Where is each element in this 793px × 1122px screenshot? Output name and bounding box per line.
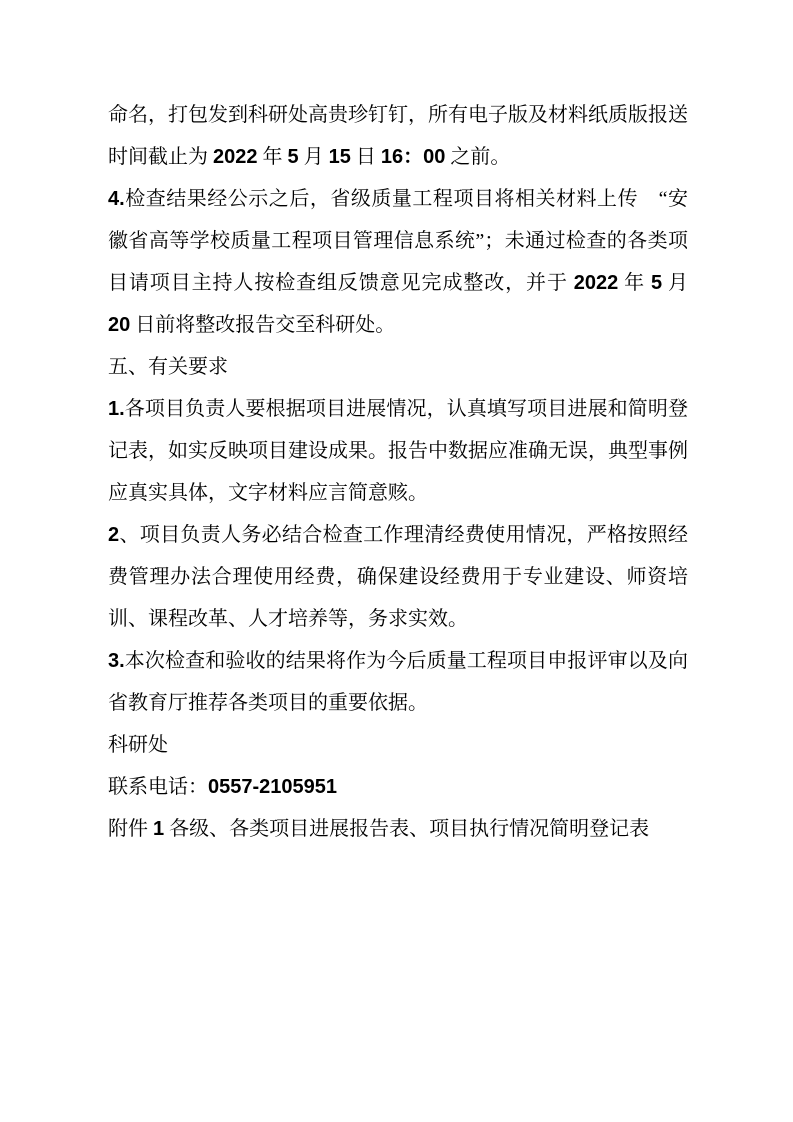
paragraph-requirement-1 — [108, 388, 688, 514]
bold-text-run: 20 — [108, 314, 131, 336]
text-run: 联系电话： — [108, 776, 208, 798]
bold-text-run: 1. — [108, 398, 125, 420]
bold-text-run: 5 — [287, 146, 299, 168]
text-run: 之前。 — [445, 146, 511, 168]
bold-text-run: 5 — [650, 272, 663, 294]
bold-text-run: 16：00 — [380, 146, 446, 168]
bold-text-run: 4. — [108, 188, 125, 210]
bold-text-run: 0557-2105951 — [208, 776, 338, 798]
text-run: 五、有关要求 — [108, 356, 228, 378]
signature-department — [108, 724, 688, 766]
text-run: 日前将整改报告交至科研处。 — [130, 314, 396, 336]
bold-text-run: 3. — [108, 650, 125, 672]
bold-text-run: 2022 — [573, 272, 619, 294]
bold-text-run: 1 — [153, 818, 165, 840]
text-run: 本次检查和验收的结果将作为今后质量工程项目申报评审以及向省教育厅推荐各类项目的重要依据。 — [108, 650, 688, 714]
attachment-note — [108, 808, 688, 850]
text-run: 日 — [350, 146, 381, 168]
text-run: 各级、各类项目进展报告表、项目执行情况简明登记表 — [164, 818, 650, 840]
text-run: 、项目负责人务必结合检查工作理清经费使用情况，严格按照经费管理办法合理使用经费，确保建设经费用于专业建设、师资培训、课程改革、人才培养等，务求实效。 — [108, 524, 688, 630]
text-run: 各项目负责人要根据项目进展情况，认真填写项目进展和简明登记表，如实反映项目建设成果。报告中数据应准确无误，典型事例应真实具体，文字材料应言简意赅。 — [108, 398, 688, 504]
paragraph-requirement-3 — [108, 640, 688, 724]
paragraph-item-4 — [108, 178, 688, 346]
text-run: 月 — [662, 272, 689, 294]
bold-text-run: 2022 — [213, 146, 258, 168]
paragraph-requirement-2 — [108, 514, 688, 640]
contact-phone-line — [108, 766, 688, 808]
text-run: 命名，打包发到科研处高贵珍钉钉，所有电子版及材料纸质版报送时间截止为 — [108, 104, 688, 168]
text-run: 检查结果经公示之后，省级质量工程项目将相关材料上传 “安徽省高等学校质量工程项目管理信息系统”；未通过检查的各类项目请项目主持人按检查组反馈意见完成整改，并于 — [108, 188, 688, 294]
text-run: 月 — [298, 146, 329, 168]
text-run: 年 — [618, 272, 651, 294]
text-run: 年 — [257, 146, 288, 168]
bold-text-run: 15 — [328, 146, 351, 168]
section-heading-requirements — [108, 346, 688, 388]
text-run: 科研处 — [108, 734, 168, 756]
text-run: 附件 — [108, 818, 153, 840]
document-body — [108, 94, 688, 850]
bold-text-run: 2 — [108, 524, 120, 546]
paragraph-deadline-continuation — [108, 94, 688, 178]
